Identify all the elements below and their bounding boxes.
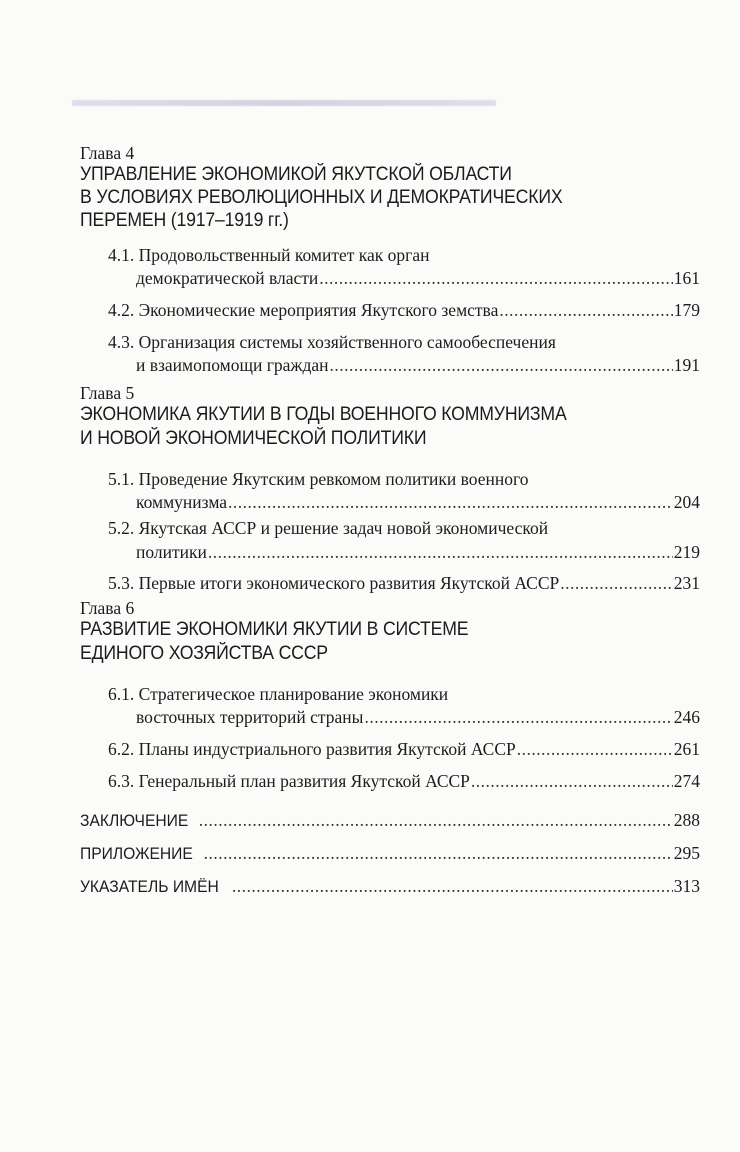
section-title: политики [136,542,207,562]
page-number: 204 [673,492,700,512]
leader-dots [228,492,673,513]
page-number: 161 [673,268,700,288]
leader-dots [364,707,672,728]
section-title: демократической власти [136,268,319,288]
section-title-line: 5.2. Якутская АССР и решение задач новой экономической [108,518,549,538]
section-title-line: 4.1. Продовольственный комитет как орган [108,245,430,265]
leader-dots [319,268,672,289]
toc-entry-5-1[interactable] [136,492,700,513]
leader-dots [232,876,673,897]
page-number: 231 [673,573,700,593]
page-number: 288 [673,810,700,830]
toc-entry-6-2[interactable] [108,739,700,760]
toc-entry-4-3[interactable] [136,355,700,376]
chapter-title-line: ЕДИНОГО ХОЗЯЙСТВА СССР [80,643,328,664]
chapter-title-line: ЭКОНОМИКА ЯКУТИИ В ГОДЫ ВОЕННОГО КОММУНИЗМА [80,404,567,425]
page-number: 295 [673,843,700,863]
section-title-line: 6.1. Стратегическое планирование экономики [108,684,449,704]
chapter-title-line: РАЗВИТИЕ ЭКОНОМИКИ ЯКУТИИ В СИСТЕМЕ [80,619,469,640]
page-number: 313 [673,876,700,896]
chapter-label: Глава 4 [80,143,135,163]
section-title: и взаимопомощи граждан [136,355,329,375]
toc-entry-conclusion[interactable] [80,810,700,831]
page-number: 261 [673,739,700,759]
leader-dots [471,771,673,792]
section-title: 4.2. Экономические мероприятия Якутского земства [108,300,499,320]
bleed-through-line [72,100,496,106]
leader-dots [517,739,673,760]
section-title-line: 5.1. Проведение Якутским ревкомом политики военного [108,469,529,489]
section-title: 6.2. Планы индустриального развития Якутской АССР [108,739,516,759]
section-title: ПРИЛОЖЕНИЕ [80,844,193,863]
section-title: 6.3. Генеральный план развития Якутской АССР [108,771,470,791]
page-number: 274 [673,771,700,791]
section-title: восточных территорий страны [136,707,364,727]
toc-entry-4-1[interactable] [136,268,700,289]
toc-entry-5-3[interactable] [108,573,700,594]
section-title: 5.3. Первые итоги экономического развития Якутской АССР [108,573,560,593]
chapter-label: Глава 6 [80,598,135,618]
chapter-title-line: В УСЛОВИЯХ РЕВОЛЮЦИОННЫХ И ДЕМОКРАТИЧЕСКИХ [80,187,563,208]
chapter-title-line: ПЕРЕМЕН (1917–1919 гг.) [80,210,289,231]
page-number: 179 [673,300,700,320]
section-title: УКАЗАТЕЛЬ ИМЁН [80,877,219,896]
page-number: 219 [673,542,700,562]
toc-entry-5-2[interactable] [136,542,700,563]
leader-dots [199,810,673,831]
toc-entry-appendix[interactable] [80,843,700,864]
toc-entry-4-2[interactable] [108,300,700,321]
leader-dots [330,355,673,376]
section-title: ЗАКЛЮЧЕНИЕ [80,811,189,830]
leader-dots [499,300,672,321]
chapter-title-line: И НОВОЙ ЭКОНОМИЧЕСКОЙ ПОЛИТИКИ [80,428,427,449]
page-number: 246 [673,707,700,727]
section-title: коммунизма [136,492,228,512]
toc-entry-6-3[interactable] [108,771,700,792]
page-number: 191 [673,355,700,375]
leader-dots [560,573,673,594]
leader-dots [208,542,673,563]
chapter-title-line: УПРАВЛЕНИЕ ЭКОНОМИКОЙ ЯКУТСКОЙ ОБЛАСТИ [80,164,512,185]
toc-entry-6-1[interactable] [136,707,700,728]
toc-entry-name-index[interactable] [80,876,700,897]
chapter-label: Глава 5 [80,383,135,403]
leader-dots [204,843,673,864]
section-title-line: 4.3. Организация системы хозяйственного самообеспечения [108,332,556,352]
